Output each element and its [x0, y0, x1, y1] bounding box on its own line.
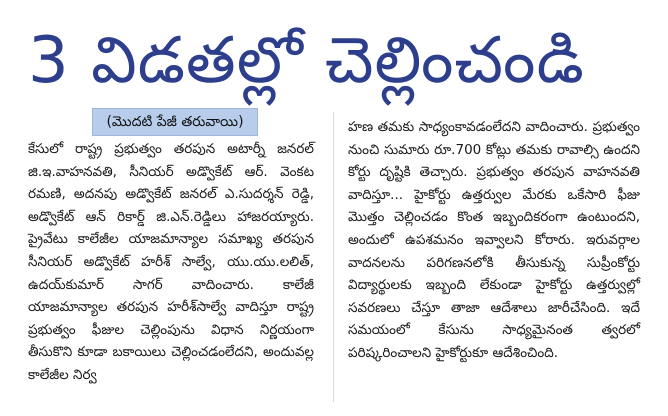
right-column-text: హణ తమకు సాధ్యంకావడంలేదని వాదించారు. ప్రభుత్వం నుంచి సుమారు రూ.700 కోట్లు తమకు రావాల్సి ఉందని కోర్టు దృష్టికి తెచ్చారు. ప్రభుత్వం తరపున వాహనవతి వాదిస్తూ... హైకోర్టు ఉత్తర్వుల మేరకు ఒకేసారి ఫీజు మొత్తం చెల్లించడం కొంత ఇబ్బందికరంగా ఉంటుందని, అందులో ఉపశమనం ఇవ్వాలని కోరారు. ఇరువర్గాల వాదనలను పరిగణనలోకి తీసుకున్న సుప్రీంకోర్టు విద్యార్థులకు ఇబ్బంది లేకుండా హైకోర్టు ఉత్తర్వుల్లో సవరణలు చేస్తూ తాజా ఆదేశాలు జారీచేసింది. ఇదే సమయంలో కేసును సాధ్యమైనంత త్వరలో పరిష్కరించాలని హైకోర్టుకూ ఆదేశించింది. — [348, 119, 640, 361]
headline: 3 విడతల్లో చెల్లించండి — [28, 24, 585, 98]
right-column — [348, 116, 640, 365]
left-column-text: కేసులో రాష్ట్ర ప్రభుత్వం తరపున అటార్నీ జనరల్ జి.ఇ.వాహనవతి, సీనియర్ అడ్వొకేట్ ఆర్. వెంకట రమణి, అదనపు అడ్వొకేట్ జనరల్ ఎ.సుదర్శన్ రెడ్డి, అడ్వొకేట్ ఆన్ రికార్డ్ జి.ఎన్.రెడ్డిలు హాజరయ్యారు. ప్రైవేటు కాలేజీల యాజమాన్యాల సమాఖ్య తరపున సీనియర్ అడ్వొకేట్ హరీశ్ సాల్వే, యు.యు.లలిత్, ఉదయ్‌కుమార్ సాగర్ వాదించారు. కాలేజీ యాజమాన్యాల తరపున హరీశ్‌సాల్వే వాదిస్తూ రాష్ట్ర ప్రభుత్వం ఫీజుల చెల్లింపును విధాన నిర్ణయంగా తీసుకొని కూడా బకాయిలు చెల్లించడంలేదని, అందువల్ల కాలేజీల నిర్వ — [28, 141, 314, 383]
left-column — [28, 138, 314, 387]
column-divider — [333, 112, 334, 402]
continuation-tag: (మొదటి పేజీ తరువాయి) — [92, 108, 258, 136]
